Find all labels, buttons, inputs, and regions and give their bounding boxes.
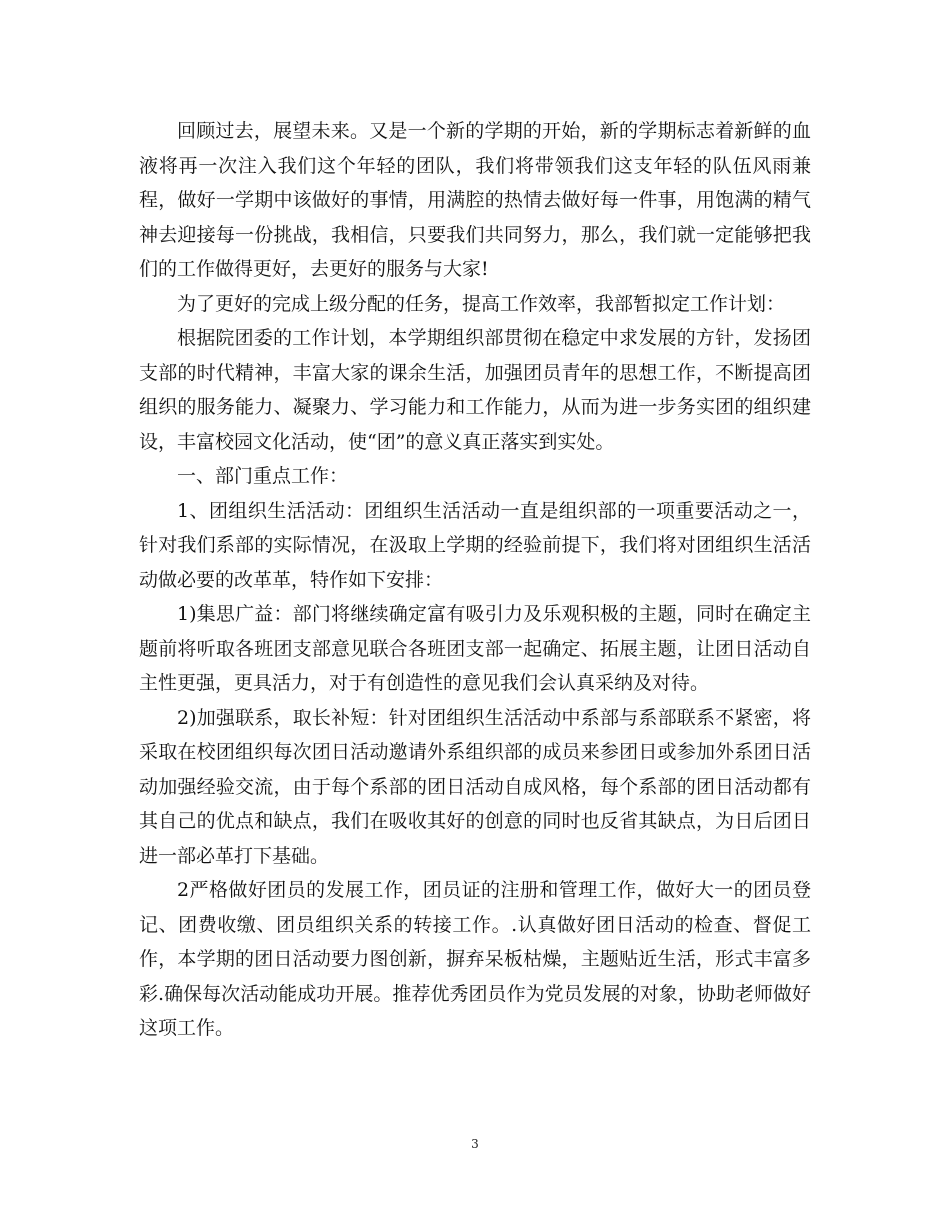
document-body (139, 114, 811, 1046)
paragraph-item-2: 2严格做好团员的发展工作，团员证的注册和管理工作，做好大一的团员登记、团费收缴、团员组织关系的转接工作。.认真做好团日活动的检查、督促工作，本学期的团日活动要力图创新，摒弃呆板枯燥，主题贴近生活，形式丰富多彩.确保每次活动能成功开展。推荐优秀团员作为党员发展的对象，协助老师做好这项工作。 (139, 879, 811, 1039)
section-heading-key-work: 一、部门重点工作： (177, 465, 349, 487)
paragraph-plan-overview: 根据院团委的工作计划，本学期组织部贯彻在稳定中求发展的方针，发扬团支部的时代精神，丰富大家的课余生活，加强团员青年的思想工作，不断提高团组织的服务能力、凝聚力、学习能力和工作能力，从而为进一步务实团的组织建设，丰富校园文化活动，使“团”的意义真正落实到实处。 (139, 327, 811, 453)
paragraph-intro: 回顾过去，展望未来。又是一个新的学期的开始，新的学期标志着新鲜的血液将再一次注入我们这个年轻的团队，我们将带领我们这支年轻的队伍风雨兼程，做好一学期中该做好的事情，用满腔的热情去做好每一件事，用饱满的精气神去迎接每一份挑战，我相信，只要我们共同努力，那么，我们就一定能够把我们的工作做得更好，去更好的服务与大家! (139, 120, 811, 280)
paragraph-item-1-1: 1)集思广益：部门将继续确定富有吸引力及乐观积极的主题，同时在确定主题前将听取各班团支部意见联合各班团支部一起确定、拓展主题，让团日活动自主性更强，更具活力，对于有创造性的意见我们会认真采纳及对待。 (139, 603, 811, 694)
page-number: 3 (471, 1137, 479, 1151)
paragraph-item-1: 1、团组织生活活动：团组织生活活动一直是组织部的一项重要活动之一，针对我们系部的实际情况，在汲取上学期的经验前提下，我们将对团组织生活活动做必要的改革革，特作如下安排： (139, 499, 811, 591)
paragraph-item-1-2: 2)加强联系，取长补短：针对团组织生活活动中系部与系部联系不紧密，将采取在校团组织每次团日活动邀请外系组织部的成员来参团日或参加外系团日活动加强经验交流，由于每个系部的团日活动自成风格，每个系部的团日活动都有其自己的优点和缺点，我们在吸收其好的创意的同时也反省其缺点，为日后团日进一部必革打下基础。 (139, 706, 811, 867)
paragraph-purpose: 为了更好的完成上级分配的任务，提高工作效率，我部暂拟定工作计划： (177, 292, 786, 315)
